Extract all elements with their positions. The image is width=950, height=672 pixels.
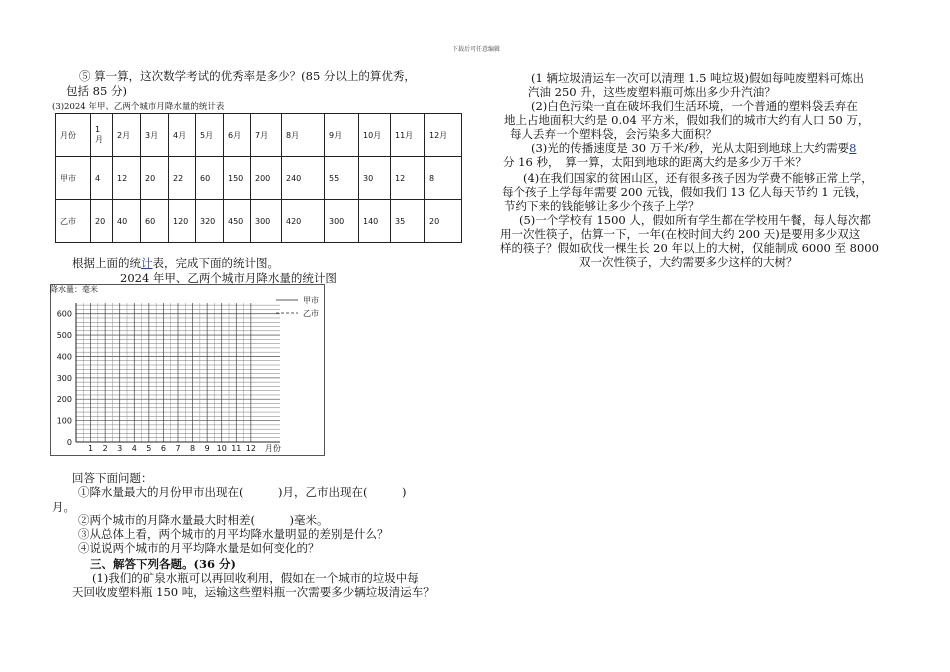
table-cell: 320: [196, 200, 224, 243]
table-cell: 240: [282, 157, 325, 200]
table-cell: 12: [113, 157, 141, 200]
table-cell: 20: [425, 200, 462, 243]
table-cell: 7月: [251, 114, 282, 157]
table-cell: 22: [169, 157, 196, 200]
q5-line2: 包括 85 分): [66, 84, 127, 98]
table-cell: 5月: [196, 114, 224, 157]
line-chart: [50, 284, 326, 456]
x-tick-label: 12: [245, 444, 256, 453]
right-line-link[interactable]: 8: [849, 141, 857, 155]
section-3-heading: 三、解答下列各题。(36 分): [90, 557, 236, 571]
y-axis-label: 降水量：毫米: [50, 285, 98, 294]
question-4: ④说说两个城市的月平均降水量是如何变化的？: [78, 541, 320, 555]
table-cell: 420: [282, 200, 325, 243]
instruction-text: 根据上面的统: [72, 256, 141, 270]
table-cell: 11月: [391, 114, 425, 157]
y-tick-label: 0: [66, 438, 72, 447]
table-cell: 4: [91, 157, 113, 200]
instruction: [72, 256, 279, 271]
table-cell: 8: [425, 157, 462, 200]
x-axis-label: 月份: [264, 444, 281, 453]
right-line: (5)一个学校有 1500 人，假如所有学生都在学校用午餐，每人每次都: [519, 213, 871, 227]
right-line: 地上占地面积大约是 0.04 平方米，假如我们的城市大约有人口 50 万，: [504, 113, 870, 127]
right-line: 用一次性筷子，估算一下，一年(在校时间大约 200 天)是要用多少双这: [500, 227, 861, 241]
chart-title: 2024 年甲、乙两个城市月降水量的统计图: [120, 271, 337, 285]
right-line: 分 16 秒， 算一算，太阳到地球的距离大约是多少万千米？: [503, 155, 807, 169]
table-cell: 35: [391, 200, 425, 243]
table-cell: 9月: [325, 114, 359, 157]
right-line: [531, 141, 856, 156]
problem-1-line2: 天回收废塑料瓶 150 吨，运输这些塑料瓶一次需要多少辆垃圾清运车？: [72, 585, 435, 599]
table-cell: 200: [251, 157, 282, 200]
y-tick-label: 500: [56, 331, 72, 341]
right-line: 样的筷子？假如砍伐一棵生长 20 年以上的大树，仅能制成 6000 至 8000: [500, 241, 879, 255]
right-line: (4)在我们国家的贫困山区，还有很多孩子因为学费不能够正常上学，: [523, 171, 873, 185]
table-row: [56, 157, 462, 200]
table-cell: 120: [169, 200, 196, 243]
q5-line1: ⑤ 算一算，这次数学考试的优秀率是多少？(85 分以上的算优秀，: [79, 69, 416, 83]
right-line: 双一次性筷子，大约需要多少这样的大树？: [579, 255, 798, 269]
x-tick-label: 3: [117, 444, 123, 453]
table-cell: 60: [141, 200, 169, 243]
table-cell: 甲市: [56, 157, 91, 200]
x-tick-label: 2: [102, 444, 108, 453]
table-cell: 10月: [359, 114, 391, 157]
table-row: [56, 114, 462, 157]
right-line: 汽油 250 升，这些废塑料瓶可炼出多少升汽油？: [528, 85, 776, 99]
table-cell: 300: [251, 200, 282, 243]
instruction-link[interactable]: 计: [141, 256, 153, 270]
table-cell: 乙市: [56, 200, 91, 243]
table-cell: 300: [325, 200, 359, 243]
table-cell: 150: [224, 157, 251, 200]
rainfall-table: [55, 113, 462, 243]
table-cell: 30: [359, 157, 391, 200]
x-tick-label: 1: [88, 444, 94, 453]
table-cell: 12月: [425, 114, 462, 157]
x-tick-label: 9: [204, 444, 210, 453]
table-cell: 450: [224, 200, 251, 243]
table-cell: 6月: [224, 114, 251, 157]
question-2: ②两个城市的月降水量最大时相差( )毫米。: [78, 513, 329, 527]
right-line: 每个孩子上学每年需要 200 元钱，假如我们 13 亿人每天节约 1 元钱，: [502, 185, 867, 199]
y-tick-label: 300: [56, 373, 72, 383]
problem-1-line1: (1)我们的矿泉水瓶可以再回收利用，假如在一个城市的垃圾中每: [92, 571, 419, 585]
table-cell: 140: [359, 200, 391, 243]
table-cell: 12: [391, 157, 425, 200]
right-line: (2)白色污染一直在破坏我们生活环境，一个普通的塑料袋丢弃在: [531, 99, 858, 113]
right-line: 节约下来的钱能够让多少个孩子上学？: [504, 199, 700, 213]
legend-label: 甲市: [303, 296, 319, 305]
question-1-line2: 月。: [52, 500, 75, 514]
table-cell: 60: [196, 157, 224, 200]
legend-label: 乙市: [303, 309, 319, 318]
table-cell: 2月: [113, 114, 141, 157]
table-cell: 1月: [91, 114, 113, 157]
x-tick-label: 4: [131, 444, 137, 453]
instruction-text: 表，完成下面的统计图。: [152, 256, 279, 270]
table-cell: 4月: [169, 114, 196, 157]
x-tick-label: 7: [175, 444, 181, 453]
table-cell: 8月: [282, 114, 325, 157]
right-line-text: (3)光的传播速度是 30 万千米/秒，光从太阳到地球上大约需要: [531, 141, 850, 155]
table-cell: 20: [141, 157, 169, 200]
y-tick-label: 600: [56, 309, 72, 319]
table-cell: 20: [91, 200, 113, 243]
y-tick-label: 200: [56, 395, 72, 405]
x-tick-label: 6: [160, 444, 166, 453]
table-row: [56, 200, 462, 243]
y-tick-label: 400: [56, 352, 72, 362]
questions-intro: 回答下面问题：: [72, 471, 153, 485]
question-3: ③从总体上看，两个城市的月平均降水量明显的差别是什么？: [78, 527, 389, 541]
table-cell: 3月: [141, 114, 169, 157]
x-tick-label: 10: [216, 444, 227, 453]
right-line: 每人丢弃一个塑料袋，会污染多大面积？: [510, 127, 717, 141]
table-caption: (3)2024 年甲、乙两个城市月降水量的统计表: [52, 102, 225, 112]
right-line: (1 辆垃圾清运车一次可以清理 1.5 吨垃圾)假如每吨废塑料可炼出: [531, 71, 865, 85]
page-header: 下载后可任意编辑: [452, 46, 501, 53]
x-tick-label: 11: [231, 444, 242, 453]
question-1-line1: ①降水量最大的月份甲市出现在( )月，乙市出现在( ): [78, 485, 407, 499]
y-tick-label: 100: [56, 416, 72, 426]
x-tick-label: 5: [146, 444, 152, 453]
x-tick-label: 8: [190, 444, 196, 453]
table-cell: 月份: [56, 114, 91, 157]
table-cell: 55: [325, 157, 359, 200]
table-cell: 40: [113, 200, 141, 243]
